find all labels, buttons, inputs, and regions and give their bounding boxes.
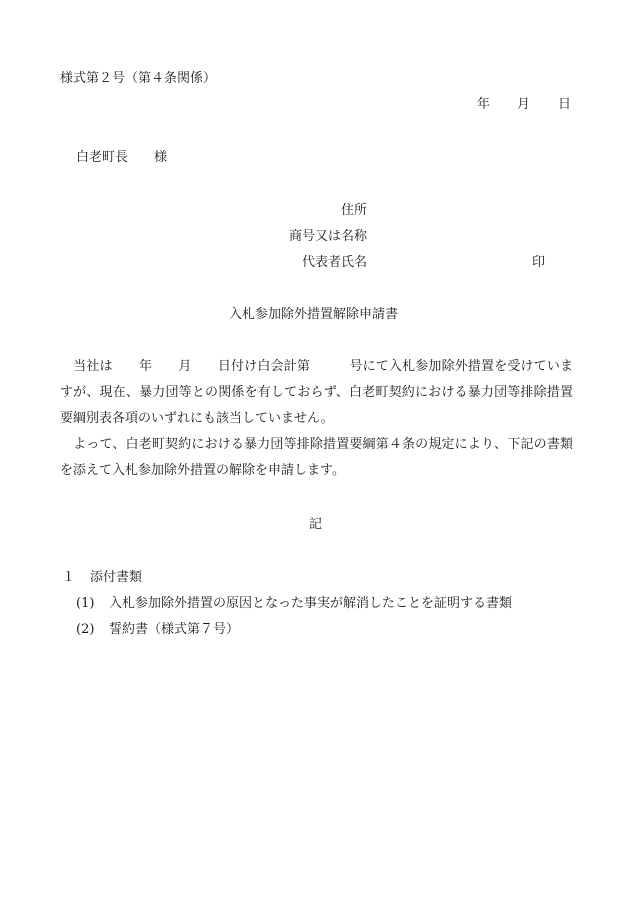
date-day: 日: [558, 97, 572, 112]
date-year: 年: [477, 97, 491, 112]
attachments-heading-number: １: [62, 570, 76, 585]
applicant-representative-label: 代表者氏名: [302, 255, 368, 270]
applicant-trade-name-label: 商号又は名称: [289, 229, 368, 244]
applicant-address-label: 住所: [341, 203, 368, 218]
attachment-item-number: (1): [76, 596, 95, 611]
attachments-heading-label: 添付書類: [90, 570, 143, 585]
body-paragraph-1: 当社は 年 月 日付け白会計第 号にて入札参加除外措置を受けていますが、現在、暴力団等との関係を有しておらず、白老町契約における暴力団等排除措置要綱別表各項のいずれにも該当していません。: [60, 359, 573, 426]
attachment-item-text: 誓約書（様式第７号）: [109, 622, 240, 637]
seal-mark: 印: [532, 255, 546, 270]
note-heading: 記: [309, 517, 323, 532]
addressee: 白老町長 様: [76, 150, 168, 165]
attachment-item-text: 入札参加除外措置の原因となった事実が解消したことを証明する書類: [109, 596, 513, 611]
body-paragraph-2: よって、白老町契約における暴力団等排除措置要綱第４条の規定により、下記の書類を添えて入札参加除外措置の解除を申請します。: [60, 437, 573, 478]
date-month: 月: [517, 97, 531, 112]
form-label: 様式第２号（第４条関係）: [60, 71, 217, 86]
attachment-item-number: (2): [76, 622, 95, 637]
document-title: 入札参加除外措置解除申請書: [229, 307, 399, 322]
